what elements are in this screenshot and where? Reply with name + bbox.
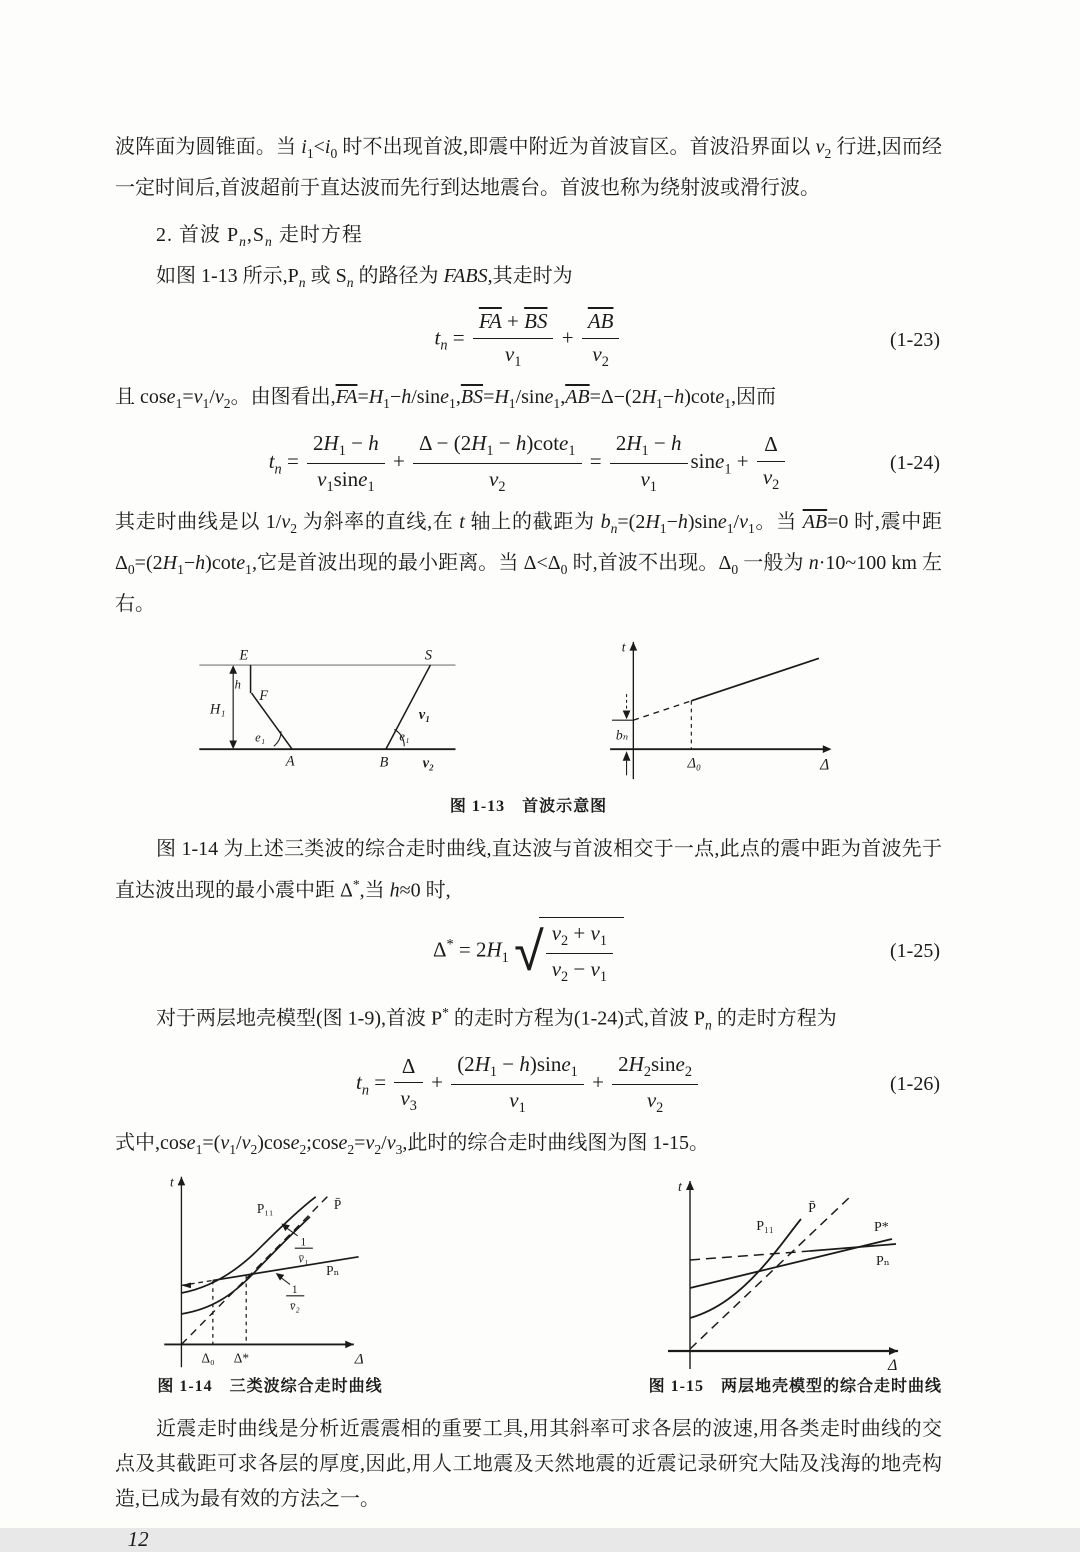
figure-1-13	[115, 638, 942, 783]
fig15-pn-dashed	[690, 1251, 810, 1260]
fig14-t-arrowhead	[178, 1177, 186, 1186]
figure-1-15	[649, 1173, 942, 1396]
paragraph-travel-time-curve: 其走时曲线是以 $1/v_2$ 为斜率的直线,在 t 轴上的截距为 $b_n=(2H_1-h)\sin e_1/v_1$。当 $\overline{AB}=0$ 时,震中距 $\Delta_0=(2H_1-h)\cot e_1$,它是首波出现的最小距离。当 $\Delta<\Delta_0$ 时,首波不出现。$\Delta_0$ 一般为 n·10~100 km 左右。	[115, 511, 943, 615]
fig15-label-pn: Pₙ	[876, 1254, 891, 1270]
fig13r-delta-arrowhead	[823, 745, 832, 753]
fig13-label-v2: v₂	[422, 755, 435, 772]
fig13r-label-t: t	[621, 639, 626, 655]
fig13-traveltime-diagram	[590, 638, 870, 783]
fig15-diagram	[660, 1173, 930, 1373]
fig15-p11-curve	[690, 1219, 801, 1318]
fig15-label-t: t	[678, 1180, 683, 1196]
fig14-delta-arrowhead	[345, 1341, 354, 1349]
fig13r-bn-up-arrowhead	[623, 751, 631, 761]
fig13r-label-bn: bₙ	[615, 727, 629, 743]
figure-1-15-caption: 图 1-15 两层地壳模型的综合走时曲线	[648, 1378, 942, 1396]
fig15-t-arrowhead	[686, 1181, 694, 1190]
fig14-label-pbar: P̄	[333, 1197, 342, 1213]
equation-1-26-body: $t_n$ = $\frac{\Delta}{v_3}$ + $\frac{(2H_1 - h)\sin e_1}{v_1}$ + $\frac{2H_2\sin e_2}{v_2}$	[356, 1051, 701, 1118]
fig13r-t-arrowhead	[629, 642, 637, 651]
equation-1-25-tag: (1-25)	[890, 940, 940, 963]
fig14-label-deltastar2: Δ*	[233, 1350, 250, 1366]
figure-1-14	[115, 1173, 425, 1396]
fig13-ray-diagram	[175, 638, 475, 783]
equation-1-24	[115, 421, 942, 505]
equation-1-26	[115, 1042, 942, 1126]
fig14-label-v1-den: v̄₁	[298, 1251, 309, 1266]
paragraph-cose-relations: 且 $\cos e_1=v_1/v_2$。由图看出$,\overline{FA}=H_1-h/\sin e_1,\overline{BS}=H_1/\sin e_1,\overline{AB}=\Delta-(2H_1-h)\cot e_1$,因而	[115, 386, 777, 411]
fig15-label-pbar: P̄	[808, 1201, 817, 1217]
figures-1-14-1-15	[115, 1173, 942, 1396]
fig13-label-h: h	[234, 677, 241, 692]
fig14-diagram	[115, 1173, 425, 1373]
equation-1-25	[115, 909, 942, 995]
fig14-label-delta0: Δ₀	[201, 1350, 215, 1366]
fig13r-label-delta: Δ	[820, 756, 830, 774]
fig15-label-p11: P₁₁	[756, 1219, 775, 1235]
fig14-label-delta: Δ	[354, 1350, 364, 1368]
equation-1-24-body: $t_n$ = $\frac{2H_1 - h}{v_1\sin e_1}$ + $\frac{\Delta - (2H_1 - h)\cot e_1}{v_2}$ = $\frac{2H_1 - h}{v_1}$ sine$_1$ + $\frac{\Delta}{v_2}$	[269, 430, 789, 497]
section-heading: 2. 首波 $P_n,S_n$ 走时方程	[156, 224, 363, 249]
equation-1-23	[115, 300, 942, 380]
fig15-label-delta: Δ	[888, 1357, 898, 1375]
equation-1-26-tag: (1-26)	[890, 1072, 940, 1095]
fig13-label-B: B	[379, 754, 389, 771]
fig13-label-H1: H₁	[209, 701, 226, 718]
fig13r-pn-solid	[691, 658, 819, 701]
equation-1-23-tag: (1-23)	[890, 328, 940, 351]
paragraph-two-layer-model: 对于两层地壳模型(图 1-9),首波 P* 的走时方程为(1-24)式,首波 $P_n$ 的走时方程为	[156, 1004, 837, 1033]
paragraph-conclusion: 近震走时曲线是分析近震震相的重要工具,用其斜率可求各层的波速,用各类走时曲线的交点及其截距可求各层的厚度,因此,用人工地震及天然地震的近震记录研究大陆及浅海的地壳构造,已成为最有效的方法之一。	[115, 1418, 942, 1511]
fig14-label-v1-num: 1	[300, 1236, 307, 1249]
fig14-label-v2-num: 1	[291, 1284, 298, 1297]
fig13-label-E: E	[239, 647, 249, 664]
fig13-label-e1-B: e₁	[399, 729, 410, 744]
paragraph-cose-two-layer: 式中$,\cos e_1=(v_1/v_2)\cos e_2;\cos e_2=v_2/v_3$,此时的综合走时曲线图为图 1-15。	[115, 1132, 710, 1158]
page-number: 12	[127, 1527, 149, 1552]
fig14-direct-wave-dashed	[181, 1194, 330, 1344]
fig14-label-v2-den: v̄₂	[289, 1299, 300, 1314]
fig14-label-pn: Pₙ	[326, 1263, 340, 1279]
fig13-label-v1: v₁	[418, 707, 431, 724]
fig14-label-t: t	[170, 1174, 174, 1190]
equation-1-24-tag: (1-24)	[890, 451, 940, 474]
figure-1-13-caption: 图 1-13 首波示意图	[449, 798, 608, 815]
fig15-pn-solid	[810, 1244, 896, 1251]
fig13r-label-delta0: Δ₀	[687, 755, 702, 772]
equation-1-23-body: $t_n$ = $\frac{\overline{FA} + \overline{BS}}{v_1}$ + $\frac{\overline{AB}}{v_2}$	[435, 308, 623, 371]
fig13-label-e1-A: e₁	[255, 730, 266, 745]
fig13-label-F: F	[259, 687, 269, 704]
fig13-H1-arrowhead-top	[229, 665, 237, 674]
fig13r-pn-dashed	[633, 701, 691, 720]
fig14-label-p11: P₁₁	[256, 1201, 274, 1217]
fig14-pn-intercept-arrowhead	[181, 1283, 191, 1289]
fig15-label-pstar: P*	[874, 1220, 890, 1236]
paragraph-fig14-intro: 图 1-14 为上述三类波的综合走时曲线,直达波与首波相交于一点,此点的震中距为首波先于直达波出现的最小震中距 Δ*,当 h≈0 时,	[115, 838, 942, 902]
fig13-label-S: S	[424, 647, 433, 664]
fig13-H1-arrowhead-bottom	[229, 740, 237, 749]
equation-1-25-body: $\Delta^* = 2H_1$ √ $\frac{v_2 + v_1}{v_2 - v_1}$	[433, 917, 624, 987]
paragraph-head-wave-intro: 波阵面为圆锥面。当 $i_1<i_0$ 时不出现首波,即震中附近为首波盲区。首波沿界面以 $v_2$ 行进,因而经一定时间后,首波超前于直达波而先行到达地震台。首波也称为绕射波或滑行波。	[115, 136, 943, 199]
figure-1-14-caption: 图 1-14 三类波综合走时曲线	[157, 1378, 383, 1396]
paragraph-path-fabs: 如图 1-13 所示$,P_n$ 或 $S_n$ 的路径为 FABS,其走时为	[156, 265, 573, 290]
fig13-label-A: A	[285, 753, 295, 770]
fig13r-bn-down-arrowhead	[623, 711, 631, 720]
fig15-delta-arrowhead	[889, 1347, 898, 1355]
